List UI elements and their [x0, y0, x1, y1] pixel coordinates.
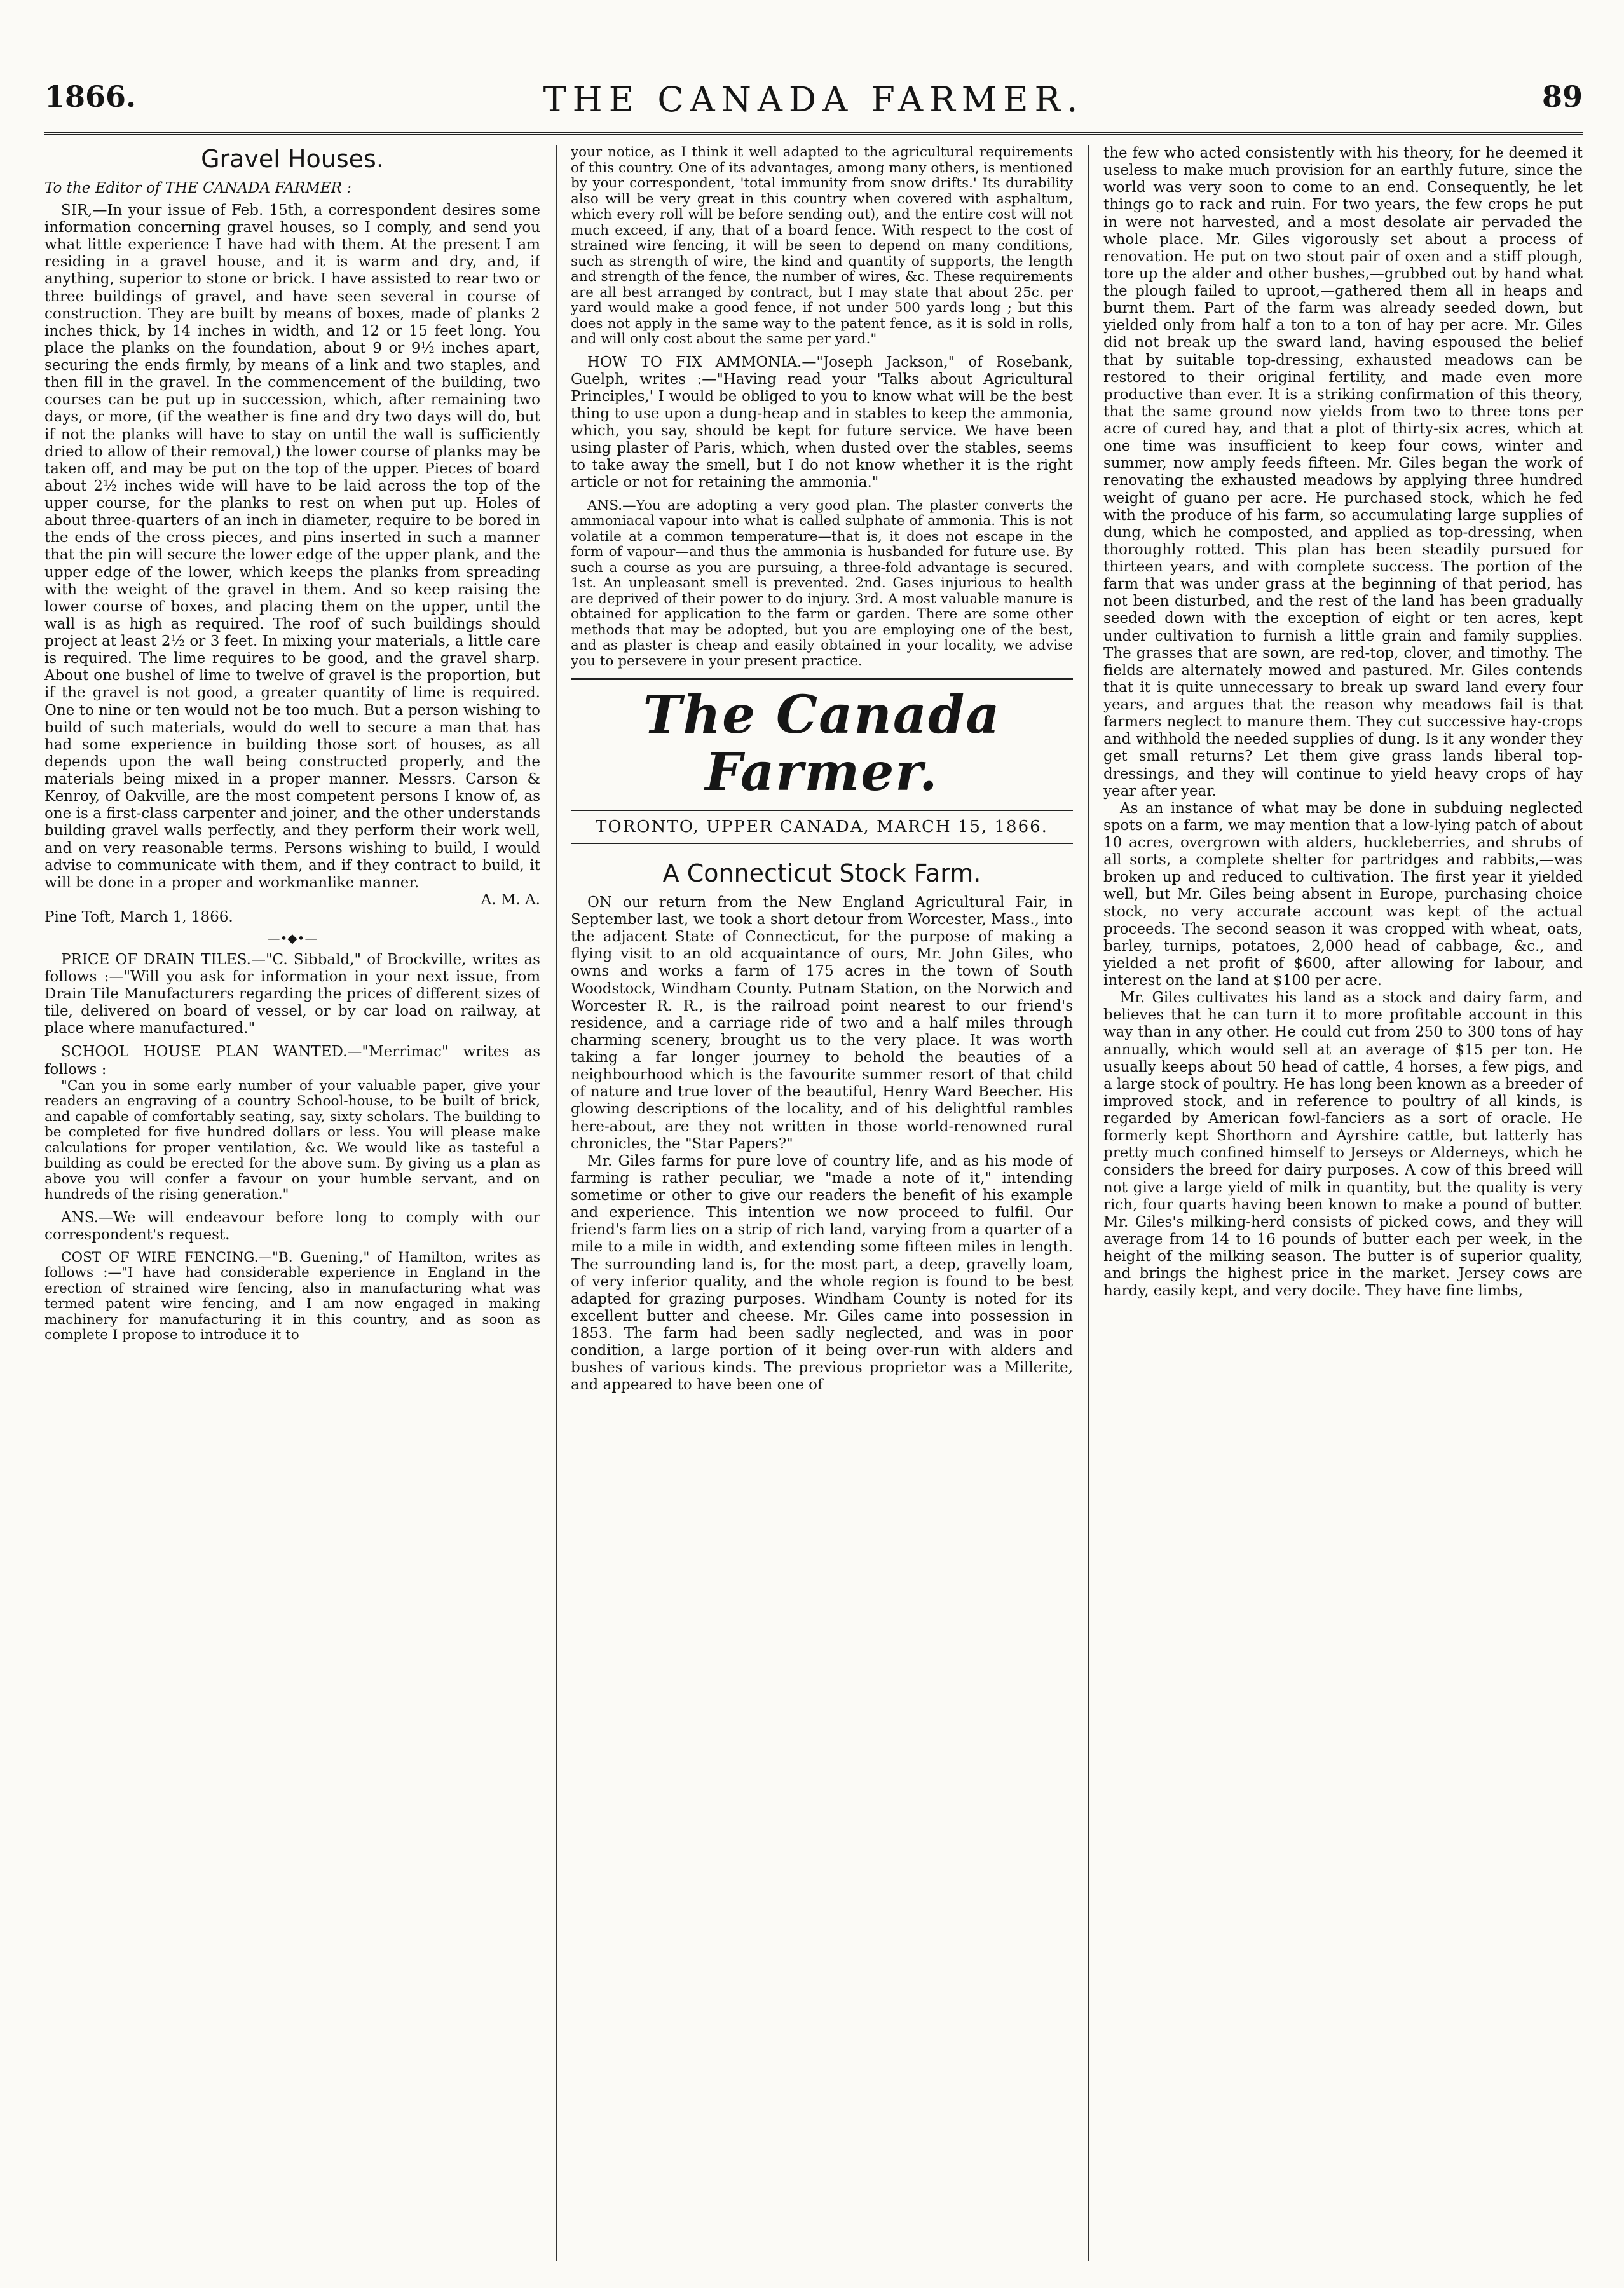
- paper-title: The Canada Farmer.: [643, 684, 1001, 803]
- column-2: [571, 145, 1073, 2274]
- connecticut-para-4: As an instance of what may be done in subduing neglected spots on a farm, we may mention that a low-lying patch of about 10 acres, overgrown with alders, huckleberries, and shrubs of all sorts, a complete shelter for partridges and rabbits,—was broken up and reduced to cultivation. The first year it yielded well, but Mr. Giles being absent in Europe, purchasing choice stock, no very accurate account was kept of the actual proceeds. The second season it was cropped with wheat, oats, barley, turnips, potatoes, 2,000 head of cabbage, &c., and yielded a net profit of $600, after allowing for labour, and interest on the land at $100 per acre.: [1103, 800, 1583, 989]
- page-number: 89: [1541, 79, 1583, 114]
- column-rule-1: [556, 145, 557, 2261]
- connecticut-para-2: Mr. Giles farms for pure love of country life, and as his mode of farming is rather peculiar, we "made a note of it," intending sometime or other to give our readers the benefit of his example and experience. This intention we now proceed to fulfil. Our friend's farm lies on a strip of rich land, varying from a quarter of a mile to a mile in width, and extending some fifteen miles in length. The surrounding land is, for the most part, a deep, gravelly loam, of very inferior quality, and the whole region is found to be best adapted for grazing purposes. Windham County is noted for its excellent butter and cheese. Mr. Giles came into possession in 1853. The farm had been sadly neglected, and was in poor condition, a large portion of it being over-run with alders and bushes of various kinds. The previous proprietor was a Millerite, and appeared to have been one of: [571, 1152, 1073, 1394]
- column-3: [1103, 145, 1583, 2274]
- connecticut-heading: A Connecticut Stock Farm.: [662, 859, 981, 888]
- editorial-title-block: [571, 678, 1073, 850]
- connecticut-para-5: Mr. Giles cultivates his land as a stock and dairy farm, and believes that he can turn it to more profitable account in this way than in any other. He could cut from 250 to 300 tons of hay annually, which would sell at an average of $15 per ton. He usually keeps about 50 head of cattle, 4 horses, a few pigs, and a large stock of poultry. He has long been known as a breeder of improved stock, and in reference to poultry of all kinds, is regarded by American fowl-fanciers as a sort of oracle. He formerly kept Shorthorn and Ayrshire cattle, but latterly has pretty much confined himself to Jerseys or Alderneys, which he considers the breed for dairy purposes. A cow of this breed will not give a large yield of milk in quantity, but the quality is very rich, four quarts having been known to make a pound of butter. Mr. Giles's milking-herd consists of picked cows, and they will average from 14 to 16 pounds of butter each per week, in the height of the milking season. The butter is of superior quality, and brings the highest price in the market. Jersey cows are hardy, easily kept, and very docile. They have fine limbs,: [1103, 990, 1583, 1300]
- masthead-rule: [44, 132, 1583, 135]
- gravel-dateline: Pine Toft, March 1, 1866.: [44, 909, 233, 926]
- gravel-letter-body: SIR,—In your issue of Feb. 15th, a correspondent desires some information concerning gravel houses, so I comply, and send you what little experience I have had with them. At the present I am residing in a gravel house, and it is warm and dry, and, if anything, superior to stone or brick. I have assisted to rear two or three buildings of gravel, and have seen several in course of construction. They are built by means of boxes, made of planks 2 inches thick, by 14 inches in width, and 12 or 15 feet long. You place the planks on the foundation, about 9 or 9½ inches apart, securing the ends firmly, by means of a link and two staples, and then fill in the gravel. In the commencement of the building, two courses can be put up in succession, which, after remaining two days, or more, (if the weather is fine and dry two days will do, but if not the planks will have to stay on until the wall is sufficiently dried to allow of their removal,) the lower course of planks may be taken off, and may be put on the top of the upper. Pieces of board about 2½ inches wide will have to be laid across the top of the upper course, for the planks to rest on when put up. Holes of about three-quarters of an inch in diameter, require to be bored in the ends of the cross pieces, and pins inserted in such a manner that the pin will secure the lower edge of the upper plank, and the upper edge of the lower, which keeps the planks from spreading with the weight of the gravel in them. And so keep raising the lower course of boxes, and placing them on the upper, until the wall is as high as required. The roof of such buildings should project at least 2½ or 3 feet. In mixing your materials, a little care is required. The lime requires to be good, and the gravel sharp. About one bushel of lime to twelve of gravel is the proportion, but if the gravel is not good, a greater quantity of lime is required. One to nine or ten would not be too much. But a person wishing to build of such materials, would do well to secure a man that has had some experience in building those sort of houses, as all depends upon the wall being constructed properly, and the materials being mixed in a proper manner. Messrs. Carson & Kenroy, of Oakville, are the most competent persons I know of, as one is a first-class carpenter and joiner, and the other understands building gravel walls perfectly, and they perform their work well, and on very reasonable terms. Persons wishing to build, I would advise to communicate with them, and if they contract to build, it will be done in a proper and workmanlike manner.: [44, 201, 540, 891]
- issue-dateline: TORONTO, UPPER CANADA, MARCH 15, 1866.: [571, 810, 1073, 845]
- school-plan-quote: "Can you in some early number of your valuable paper, give your readers an engraving of a country School-house, to be built of brick, and capable of comfortably seating, say, sixty scholars. The building to be completed for five hundred dollars or less. You will please make calculations for proper ventilation, &c. We would like as tasteful a building as could be erected for the above sum. By giving us a plan as above you will confer a favour on your humble servant, and on hundreds of the rising generation.": [44, 1077, 540, 1203]
- section-ornament: —•◆•—: [267, 930, 318, 946]
- column-1: [44, 145, 540, 2274]
- column-rule-2: [1088, 145, 1089, 2261]
- gravel-signature: A. M. A.: [481, 891, 540, 908]
- ammonia-item: HOW TO FIX AMMONIA.—"Joseph Jackson," of Rosebank, Guelph, writes :—"Having read your 'Talks about Agricultural Principles,' I would be obliged to you to know what will be the best thing to use upon a dung-heap and in stables to keep the ammonia, which, you say, should be kept for future service. We have been using plaster of Paris, which, when dusted over the stables, seems to take away the smell, but I do not know whether it is the right article or not for retaining the ammonia.": [571, 353, 1073, 491]
- gravel-houses-heading: Gravel Houses.: [201, 145, 384, 173]
- masthead-journal-title: THE CANADA FARMER.: [543, 79, 1084, 119]
- wire-fencing-item-part2: your notice, as I think it well adapted to the agricultural requirements of this country. One of its advantages, among many others, is mentioned by your correspondent, 'total immunity from snow drifts.' Its durability also will be very great in this country when covered with asphaltum, which every roll will be before sending out), and the entire cost will not much exceed, if any, that of a board fence. With respect to the cost of strained wire fencing, it will be seen to depend on many conditions, such as strength of wire, the kind and quantity of supports, the length and strength of the fence, the number of wires, &c. These requirements are all best arranged by contract, but I may state that about 25c. per yard would make a good fence, if not under 500 yards long ; but this does not apply in the same way to the patent fence, as it is sold in rolls, and will only cost about the same per yard.": [571, 145, 1073, 347]
- wire-fencing-item-part1: COST OF WIRE FENCING.—"B. Guening," of Hamilton, writes as follows :—"I have had considerable experience in England in the erection of strained wire fencing, also in manufacturing what was termed patent wire fencing, and I am now engaged in making machinery for manufacturing it in this country, and as soon as complete I propose to introduce it to: [44, 1249, 540, 1344]
- ammonia-answer: ANS.—You are adopting a very good plan. The plaster converts the ammoniacal vapour into what is called sulphate of ammonia. This is not volatile at a common temperature—that is, it does not escape in the form of vapour—and thus the ammonia is husbanded for future use. By such a course as you are pursuing, a three-fold advantage is secured. 1st. An unpleasant smell is prevented. 2nd. Gases injurious to health are deprived of their power to do injury. 3rd. A most valuable manure is obtained for application to the farm or garden. There are some other methods that may be adopted, but you are employing one of the best, and as plaster is cheap and easily obtained in your locality, we advise you to persevere in your present practice.: [571, 497, 1073, 669]
- drain-tiles-item: PRICE OF DRAIN TILES.—"C. Sibbald," of Brockville, writes as follows :—"Will you ask for information in your next issue, from Drain Tile Manufacturers regarding the prices of different sizes of tile, delivered on board of vessel, or by car load on railway, at place where manufactured.": [44, 951, 540, 1037]
- masthead: [44, 79, 1583, 124]
- school-plan-intro: SCHOOL HOUSE PLAN WANTED.—"Merrimac" writes as follows :: [44, 1044, 540, 1078]
- connecticut-para-1: ON our return from the New England Agricultural Fair, in September last, we took a short detour from Worcester, Mass., into the adjacent State of Connecticut, for the purpose of making a flying visit to an old acquaintance of ours, Mr. John Giles, who owns and works a farm of 175 acres in the town of South Woodstock, Windham County. Putnam Station, on the Norwich and Worcester R. R., is the railroad point nearest to our friend's residence, and a carriage ride of two and a half miles through charming scenery, brought us to the very place. It was worth taking a far longer journey to behold the beauties of a neighbourhood which is the favourite summer resort of that child of nature and true lover of the beautiful, Henry Ward Beecher. His glowing descriptions of the locality, and of his delightful rambles here-about, are they not written in those world-renowned rural chronicles, the "Star Papers?": [571, 894, 1073, 1152]
- masthead-year: 1866.: [44, 79, 137, 114]
- school-plan-answer: ANS.—We will endeavour before long to comply with our correspondent's request.: [44, 1209, 540, 1243]
- connecticut-para-3: the few who acted consistently with his theory, for he deemed it useless to make much provision for an earthly future, since the world was very soon to come to an end. Consequently, he let things go to rack and ruin. For two years, the few crops he put in were not harvested, and a most desolate air pervaded the whole place. Mr. Giles vigorously set about a process of renovation. He put on two stout pair of oxen and a stiff plough, tore up the alder and other bushes,—grubbed out by hand what the plough failed to uproot,—gathered them all in heaps and burnt them. Part of the farm was already seeded down, but yielded only from half a ton to a ton of hay per acre. Mr. Giles did not break up the sward land, having espoused the belief that by suitable top-dressing, exhausted meadows can be restored to their original fertility, and made even more productive than ever. It is a striking confirmation of this theory, that the same ground now yields from two to three tons per acre of cured hay, and that a plot of thirty-six acres, which at one time was insufficient to keep four cows, winter and summer, now amply feeds fifteen. Mr. Giles began the work of renovating the exhausted meadows by applying three hundred weight of guano per acre. He purchased stock, which he fed with the produce of his farm, so accumulating large supplies of dung, which he composted, and applied as top-dressing, when thoroughly rotted. This plan has been steadily pursued for thirteen years, and with complete success. The portion of the farm that was under grass at the beginning of that period, has not been disturbed, and the rest of the land has been gradually seeded down with the exception of eight or ten acres, kept under cultivation to furnish a little grain and family supplies. The grasses that are sown, are red-top, clover, and timothy. The fields are alternately mowed and pastured. Mr. Giles contends that it is quite unnecessary to break up sward land every four years, and argues that the reason why meadows fail is that farmers neglect to manure them. They cut successive hay-crops and withhold the needed supplies of dung. Is it any wonder they get small returns? Let them give grass lands liberal top-dressings, and they will continue to yield heavy crops of hay year after year.: [1103, 145, 1583, 800]
- gravel-editor-line: To the Editor of THE CANADA FARMER :: [44, 179, 352, 196]
